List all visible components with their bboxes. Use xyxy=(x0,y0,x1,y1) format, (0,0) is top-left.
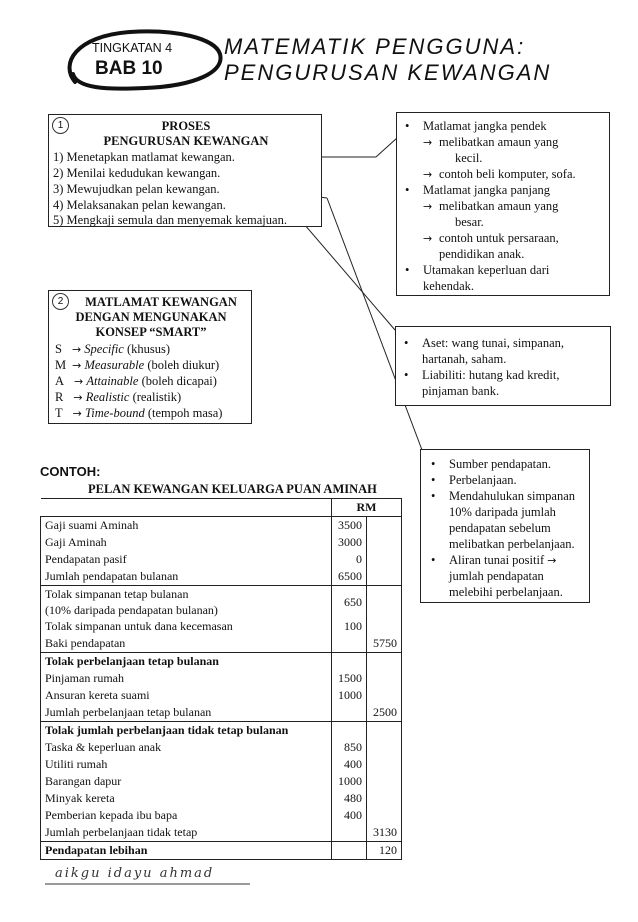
example-title: PELAN KEWANGAN KELUARGA PUAN AMINAH xyxy=(88,482,377,496)
plan-expenses: Perbelanjaan. xyxy=(449,473,517,487)
table-row: Pendapatan lebihan 120 xyxy=(41,842,402,860)
goals-long-example-cont: pendidikan anak. xyxy=(439,247,525,261)
process-step: 2) Menilai kedudukan kewangan. xyxy=(53,166,221,180)
table-row: Jumlah perbelanjaan tetap bulanan 2500 xyxy=(41,704,402,722)
goals-long-amount: melibatkan amaun yang xyxy=(439,199,559,213)
arrow-right-icon: → xyxy=(423,232,433,245)
table-row: Tolak simpanan tetap bulanan (10% daripada pendapatan bulanan) 650 xyxy=(41,586,402,619)
goals-short-example: contoh beli komputer, sofa. xyxy=(439,167,576,181)
page-title-line2: PENGURUSAN KEWANGAN xyxy=(224,60,552,85)
bullet-icon: • xyxy=(431,489,436,503)
liabilities-text: Liabiliti: hutang kad kredit, xyxy=(422,368,560,382)
smart-item: A → Attainable (boleh dicapai) xyxy=(55,374,217,388)
smart-item: T → Time-bound (tempoh masa) xyxy=(55,406,223,420)
process-box xyxy=(48,114,322,227)
table-row: Utiliti rumah 400 xyxy=(41,756,402,773)
page-title-line1: MATEMATIK PENGGUNA: xyxy=(224,34,526,59)
table-row: Gaji suami Aminah 3500 xyxy=(41,517,402,535)
table-row: Gaji Aminah 3000 xyxy=(41,534,402,551)
assets-text: Aset: wang tunai, simpanan, xyxy=(422,336,564,350)
process-title-line2: PENGURUSAN KEWANGAN xyxy=(103,134,269,148)
plan-savings-cont: pendapatan sebelum xyxy=(449,521,551,535)
plan-cashflow-cont: jumlah pendapatan xyxy=(449,569,544,583)
process-step: 1) Menetapkan matlamat kewangan. xyxy=(53,150,235,164)
table-row: Ansuran kereta suami 1000 xyxy=(41,687,402,704)
plan-savings-cont: 10% daripada jumlah xyxy=(449,505,556,519)
bullet-icon: • xyxy=(405,183,410,197)
assets-text-cont: hartanah, saham. xyxy=(422,352,507,366)
smart-box xyxy=(48,290,252,424)
goals-short-amount: melibatkan amaun yang xyxy=(439,135,559,149)
bullet-icon: • xyxy=(404,368,409,382)
table-row: Baki pendapatan 5750 xyxy=(41,635,402,653)
bullet-icon: • xyxy=(405,119,410,133)
smart-title-line2: DENGAN MENGUNAKAN xyxy=(75,310,227,324)
example-label: CONTOH: xyxy=(40,464,101,479)
table-row: Jumlah perbelanjaan tidak tetap 3130 xyxy=(41,824,402,842)
arrow-right-icon: → xyxy=(423,136,433,149)
bab-label: BAB 10 xyxy=(95,58,163,79)
process-step: 5) Mengkaji semula dan menyemak kemajuan. xyxy=(53,213,287,227)
arrow-right-icon: → xyxy=(423,200,433,213)
goals-note-box xyxy=(396,112,610,296)
plan-cashflow-cont: melebihi perbelanjaan. xyxy=(449,585,563,599)
smart-title-line3: KONSEP “SMART” xyxy=(95,325,207,339)
table-row: Pinjaman rumah 1500 xyxy=(41,670,402,687)
signature-text: aikgu idayu ahmad xyxy=(55,866,215,881)
bullet-icon: • xyxy=(431,457,436,471)
tingkatan-label: TINGKATAN 4 xyxy=(92,41,173,55)
smart-item: R → Realistic (realistik) xyxy=(55,390,182,404)
plan-savings: Mendahulukan simpanan xyxy=(449,489,576,503)
process-step: 3) Mewujudkan pelan kewangan. xyxy=(53,182,220,196)
bullet-icon: • xyxy=(431,553,436,567)
currency-header: RM xyxy=(332,499,402,517)
plan-savings-cont: melibatkan perbelanjaan. xyxy=(449,537,575,551)
plan-income-source: Sumber pendapatan. xyxy=(449,457,552,471)
goals-short-term: Matlamat jangka pendek xyxy=(423,119,547,133)
goals-priority-cont: kehendak. xyxy=(423,279,475,293)
bullet-icon: • xyxy=(405,263,410,277)
smart-item: M → Measurable (boleh diukur) xyxy=(55,358,220,372)
process-title-line1: PROSES xyxy=(161,119,211,133)
table-row: Pendapatan pasif 0 xyxy=(41,551,402,568)
arrow-right-icon: → xyxy=(547,554,557,567)
liabilities-text-cont: pinjaman bank. xyxy=(422,384,500,398)
table-row: Tolak perbelanjaan tetap bulanan xyxy=(41,653,402,671)
table-row: Jumlah pendapatan bulanan 6500 xyxy=(41,568,402,586)
goals-short-amount-cont: kecil. xyxy=(455,151,483,165)
box-number-badge: 2 xyxy=(52,293,69,310)
process-step: 4) Melaksanakan pelan kewangan. xyxy=(53,198,226,212)
smart-item: S → Specific (khusus) xyxy=(55,342,171,356)
bullet-icon: • xyxy=(431,473,436,487)
goals-priority: Utamakan keperluan dari xyxy=(423,263,550,277)
smart-title-line1: MATLAMAT KEWANGAN xyxy=(85,295,237,309)
table-row: Minyak kereta 480 xyxy=(41,790,402,807)
table-row: Taska & keperluan anak 850 xyxy=(41,739,402,756)
arrow-right-icon: → xyxy=(423,168,433,181)
table-row: Pemberian kepada ibu bapa 400 xyxy=(41,807,402,824)
finance-table xyxy=(40,498,402,860)
goals-long-term: Matlamat jangka panjang xyxy=(423,183,551,197)
table-row: Tolak jumlah perbelanjaan tidak tetap bulanan xyxy=(41,722,402,740)
goals-long-amount-cont: besar. xyxy=(455,215,484,229)
plan-cashflow: Aliran tunai positif → xyxy=(449,553,557,567)
table-row: Tolak simpanan untuk dana kecemasan 100 xyxy=(41,618,402,635)
bullet-icon: • xyxy=(404,336,409,350)
table-row: Barangan dapur 1000 xyxy=(41,773,402,790)
plan-note-box xyxy=(420,449,590,603)
assets-note-box xyxy=(395,326,611,406)
box-number-badge: 1 xyxy=(52,117,69,134)
goals-long-example: contoh untuk persaraan, xyxy=(439,231,559,245)
